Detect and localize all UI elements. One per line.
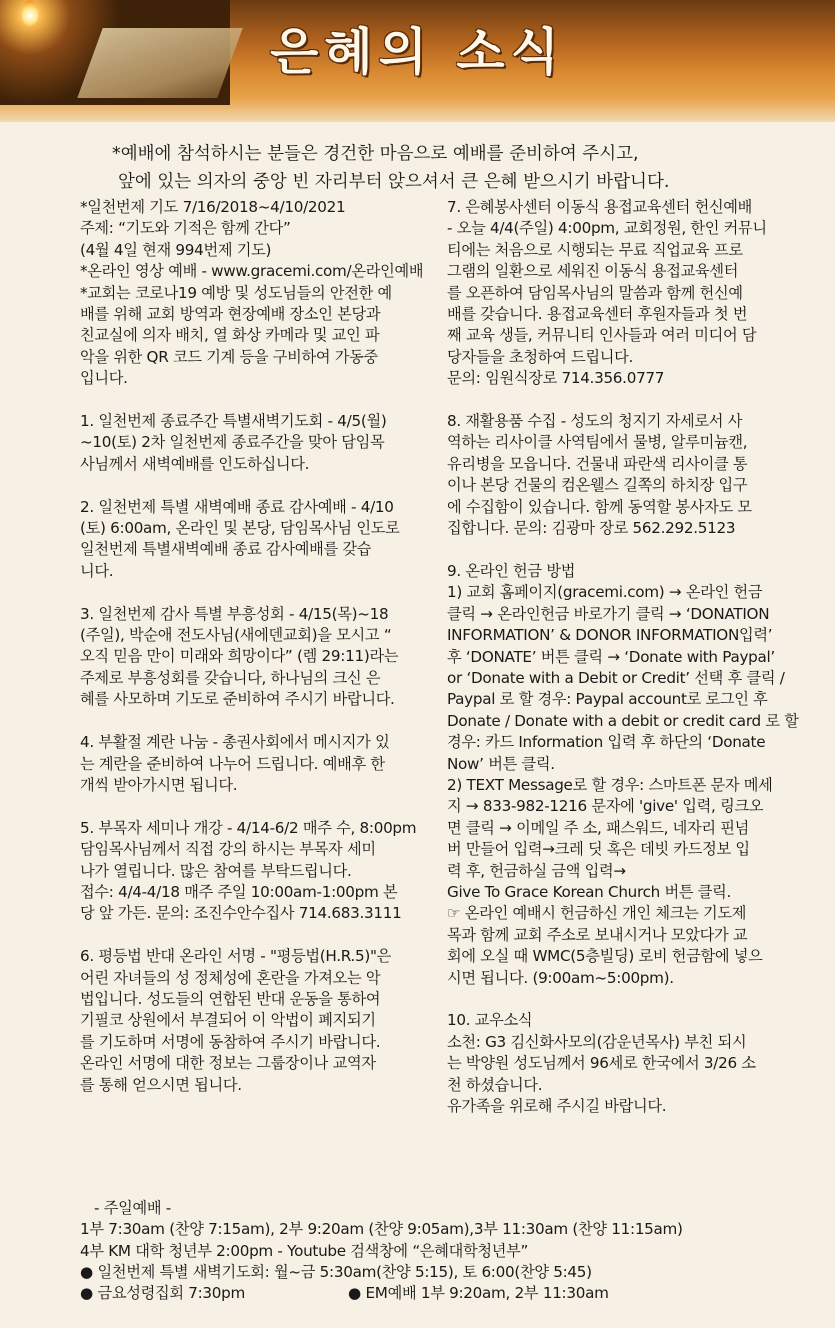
left-column [80,197,440,1096]
schedule-line-4 [80,1283,800,1304]
bible-icon [77,28,242,98]
worship-schedule [80,1198,800,1304]
announcement-3: 3. 일천번제 감사 특별 부흥성회 - 4/15(목)~18 (주일), 박순애 전도사님(새에덴교회)을 모시고 “ 오직 믿음 만이 미래와 희망이다” (렘 29:11)라는 주제로 부흥성회를 갖습니다, 하나님의 크신 은 혜를 사모하며 기도로 준비하여 주시기 바랍니다. [80,604,399,709]
announcement-2: 2. 일천번제 특별 새벽예배 종료 감사예배 - 4/10 (토) 6:00am, 온라인 및 본당, 담임목사님 인도로 일천번제 특별새벽예배 종료 감사예배를 갖습 니다. [80,497,400,580]
page-title: 은혜의 소식 [270,22,565,81]
friday-service: ● 금요성령집회 7:30pm [80,1284,245,1303]
announcement-7: 7. 은혜봉사센터 이동식 용접교육센터 헌신예배 - 오늘 4/4(주일) 4:00pm, 교회정원, 한인 커뮤니 티에는 처음으로 시행되는 무료 직업교육 프로 그램의 일환으로 세워진 이동식 용접교육센터 를 오픈하여 담임목사님의 말씀과 함께 헌신예 배를 갖습니다. 용접교육센터 후원자들과 첫 번 째 교육 생들, 커뮤니티 인사들과 여러 미디어 담 당자들을 초청하여 드립니다. 문의: 임원식장로 714.356.0777 [447,198,767,388]
announcement-1: 1. 일천번제 종료주간 특별새벽기도회 - 4/5(월) ~10(토) 2차 일천번제 종료주간을 맞아 담임목 사님께서 새벽예배를 인도하십니다. [80,412,387,473]
announcement-5: 5. 부목자 세미나 개강 - 4/14-6/2 매주 수, 8:00pm 담임목사님께서 직접 강의 하시는 부목자 세미 나가 열립니다. 많은 참여를 부탁드립니다. 접수: 4/4-4/18 매주 주일 10:00am-1:00pm 본 당 앞 가든. 문의: 조진수안수집사 714.683.3111 [80,818,417,923]
candle-flame-icon [22,0,38,26]
intro-line-2: 앞에 있는 의자의 중앙 빈 자리부터 앉으셔서 큰 은혜 받으시기 바랍니다. [118,172,670,192]
announcement-8: 8. 재활용품 수집 - 성도의 청지기 자세로서 사 역하는 리사이클 사역팀에서 물병, 알루미늄캔, 유리병을 모읍니다. 건물내 파란색 리사이클 통 이나 본당 건물의 컴온웰스 길쪽의 하치장 입구 에 수집함이 있습니다. 함께 동역할 봉사자도 모 집합니다. 문의: 김광마 장로 562.292.5123 [447,412,752,538]
schedule-title: - 주일예배 - [94,1199,171,1217]
schedule-line-3: ● 일천번제 특별 새벽기도회: 월~금 5:30am(찬양 5:15), 토 6:00(찬양 5:45) [80,1262,592,1281]
announcement-10: 10. 교우소식 소천: G3 김신화사모의(감운년목사) 부친 되시 는 박양원 성도님께서 96세로 한국에서 3/26 소 천 하셨습니다. 유가족을 위로해 주시길 바랍니다. [447,1011,756,1116]
schedule-line-2: 4부 KM 대학 청년부 2:00pm - Youtube 검색창에 “은혜대학청년부” [80,1241,529,1260]
candle-bible-photo [0,0,230,105]
intro-line-1: *예배에 참석하시는 분들은 경건한 마음으로 예배를 준비하여 주시고, [112,144,639,164]
announcement-4: 4. 부활절 계란 나눔 - 총권사회에서 메시지가 있 는 계란을 준비하여 나누어 드립니다. 예배후 한 개씩 받아가시면 됩니다. [80,733,390,794]
announcement-9: 9. 온라인 헌금 방법 1) 교회 홈페이지(gracemi.com) → 온라인 헌금 클릭 → 온라인헌금 바로가기 클릭 → ‘DONATION INFORMATION’ & DONOR INFORMATION입력’ 후 ‘DONATE’ 버튼 클릭 → ‘Donate with Paypal’ or ‘Donate with a Debit or Credit’ 선택 후 클릭 / Paypal 로 할 경우: Paypal account로 로그인 후 Donate / Donate with a debit or credit card 로 할 경우: 카드 Information 입력 후 하단의 ‘Donate Now’ 버튼 클릭. 2) TEXT Message로 할 경우: 스마트폰 문자 메세 지 → 833-982-1216 문자에 'give' 입력, 링크오 면 클릭 → 이메일 주 소, 패스워드, 네자리 핀넘 버 만들어 입력→크레 딧 혹은 데빗 카드정보 입 력 후, 헌금하실 금액 입력→ Give To Grace Korean Church 버튼 클릭. ☞ 온라인 예배시 헌금하신 개인 체크는 기도제 목과 함께 교회 주소로 보내시거나 모았다가 교 회에 오실 때 WMC(5층빌딩) 로비 헌금함에 넣으 시면 됩니다. (9:00am~5:00pm). [447,561,799,987]
announcement-6: 6. 평등법 반대 온라인 서명 - "평등법(H.R.5)"은 어린 자녀들의 성 정체성에 혼란을 가져오는 악 법입니다. 성도들의 연합된 반대 운동을 통하여 기필코 상원에서 부결되어 이 악법이 폐지되기 를 기도하며 서명에 동참하여 주시기 바랍니다. 온라인 서명에 대한 정보는 그룹장이나 교역자 를 통해 얻으시면 됩니다. [80,947,392,1094]
em-service: ● EM예배 1부 9:20am, 2부 11:30am [348,1284,609,1303]
right-column [447,197,807,1117]
prayer-info-block: *일천번제 기도 7/16/2018~4/10/2021 주제: “기도와 기적은 함께 간다” (4월 4일 현재 994번제 기도) *온라인 영상 예배 - www.gracemi.com/온라인예배 *교회는 코로나19 예방 및 성도님들의 안전한 예 배를 위해 교회 방역과 현장예배 장소인 본당과 친교실에 의자 배치, 열 화상 카메라 및 교인 파 악을 위한 QR 코드 기계 등을 구비하여 가동중 입니다. [80,198,424,388]
intro-notice [112,140,802,196]
schedule-line-1: 1부 7:30am (찬양 7:15am), 2부 9:20am (찬양 9:05am),3부 11:30am (찬양 11:15am) [80,1220,683,1239]
header-banner [0,0,835,122]
